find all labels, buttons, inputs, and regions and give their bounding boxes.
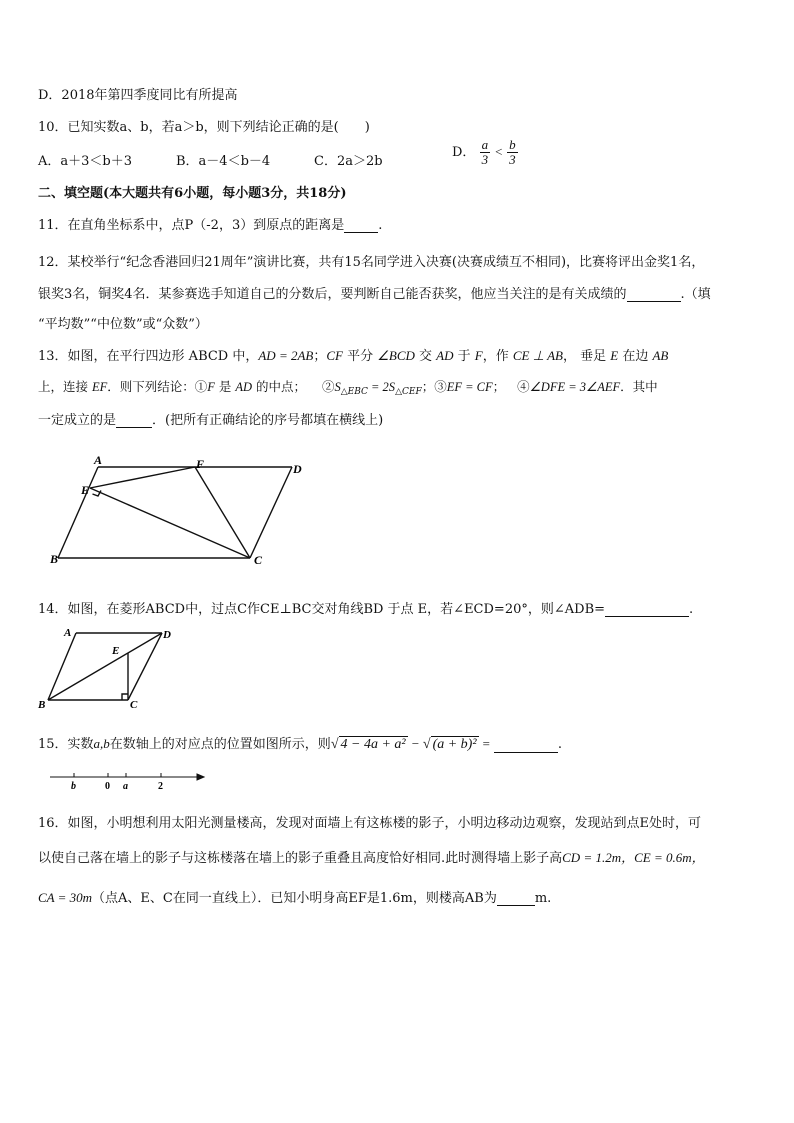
question-10: 10．已知实数a、b，若a＞b，则下列结论正确的是( ): [38, 120, 370, 135]
label-a: A: [64, 627, 72, 639]
figure-13-parallelogram: [44, 452, 314, 572]
label-d: D: [293, 462, 302, 476]
question-11: 11．在直角坐标系中，点P（-2，3）到原点的距离是 .: [38, 218, 383, 233]
question-16-line-3: CA = 30m（点A、E、C在同一直线上）．已知小明身高EF是1.6m，则楼高AB为 m.: [38, 890, 552, 906]
label-e: E: [81, 483, 90, 497]
answer-blank[interactable]: [116, 412, 152, 428]
answer-blank[interactable]: [344, 217, 378, 233]
question-15: 15．实数a,b在数轴上的对应点的位置如图所示，则√ 4 − 4a + a² − √ (a + b)² = .: [38, 736, 562, 752]
option-c: C．2a＞2b: [314, 154, 383, 169]
number-line: [48, 768, 208, 794]
label-b: B: [38, 699, 46, 711]
answer-blank[interactable]: [605, 601, 689, 617]
label-c: C: [130, 699, 138, 711]
question-12-line-1: 12．某校举行“纪念香港回归21周年”演讲比赛，共有15名同学进入决赛(决赛成绩互不相同)，比赛将评出金奖1名，: [38, 255, 705, 270]
label-d: D: [163, 629, 171, 641]
tick-2: 2: [158, 781, 163, 792]
section-2-heading: 二、填空题(本大题共有6小题，每小题3分，共18分): [38, 186, 347, 201]
option-d: D． $\frac{a}{3}$ < $\frac{b}{3}$: [452, 137, 516, 167]
question-14: 14．如图，在菱形ABCD中，过点C作CE⊥BC交对角线BD 于点 E，若∠ECD=20°，则∠ADB= .: [38, 602, 694, 617]
label-e: E: [112, 645, 120, 657]
label-a: A: [94, 453, 103, 467]
tick-b: b: [71, 781, 76, 792]
option-a: A．a＋3＜b＋3: [38, 154, 133, 169]
option-b: B．a－4＜b－4: [176, 154, 271, 169]
answer-blank[interactable]: [497, 890, 535, 906]
option-d-prev: D．2018年第四季度同比有所提高: [38, 88, 238, 103]
question-12-line-3: “平均数”“中位数”或“众数”）: [38, 317, 208, 332]
answer-blank[interactable]: [627, 286, 681, 302]
tick-0: 0: [105, 781, 110, 792]
label-b: B: [50, 552, 59, 566]
question-13-line-1: 13．如图，在平行四边形 ABCD 中，AD = 2AB；CF 平分 ∠BCD 交 AD 于 F，作 CE ⊥ AB， 垂足 E 在边 AB: [38, 348, 669, 364]
label-f: F: [196, 457, 205, 471]
label-c: C: [254, 553, 263, 567]
question-13-line-2: 上，连接 EF．则下列结论：①F 是 AD 的中点； $②S_{\triangle EBC} = 2S_{\triangle CEF}$；③EF = CF； ④∠DFE = 3∠AEF．其中: [38, 379, 658, 397]
question-16-line-2: 以使自己落在墙上的影子与这栋楼落在墙上的影子重叠且高度恰好相同.此时测得墙上影子高CD = 1.2m，CE = 0.6m，: [38, 850, 705, 866]
answer-blank[interactable]: [494, 737, 558, 753]
tick-a: a: [123, 781, 128, 792]
question-16-line-1: 16．如图，小明想利用太阳光测量楼高，发现对面墙上有这栋楼的影子，小明边移动边观察，发现站到点E处时，可: [38, 816, 702, 831]
figure-14-rhombus: [36, 624, 186, 714]
question-12-line-2: 银奖3名，铜奖4名．某参赛选手知道自己的分数后，要判断自己能否获奖，他应当关注的是有关成绩的 .（填: [38, 287, 711, 302]
question-13-line-3: 一定成立的是 ．(把所有正确结论的序号都填在横线上): [38, 413, 384, 428]
